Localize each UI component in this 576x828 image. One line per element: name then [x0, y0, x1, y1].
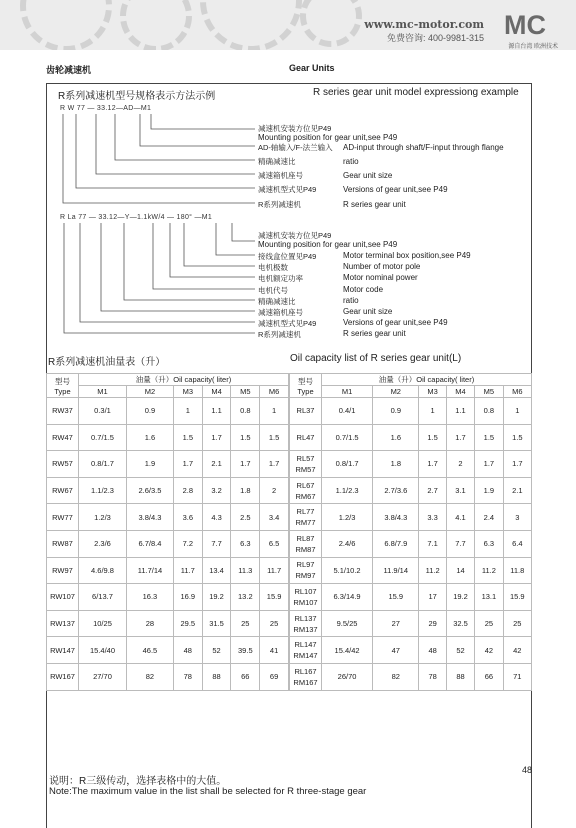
type-label-secondary: RM147	[293, 651, 318, 661]
annotation-cn: R系列减速机	[258, 330, 301, 339]
position-header-m2: M2	[126, 386, 173, 398]
oil-value-cell: 3.8/4.3	[126, 504, 173, 531]
type-cell	[47, 530, 79, 557]
annotation-en: Motor code	[343, 285, 384, 294]
oil-value-cell: 11.8	[503, 557, 531, 584]
oil-value-cell: 7.1	[419, 530, 446, 557]
type-label: RL147	[294, 640, 317, 650]
oil-value-cell: 25	[260, 610, 289, 637]
oil-value-cell: 4.3	[202, 504, 231, 531]
annotation-en: Mounting position for gear unit,see P49	[258, 133, 398, 142]
oil-value-cell: 2.7/3.6	[373, 477, 419, 504]
oil-value-cell: 0.3/1	[79, 398, 127, 425]
page-title-cn: 齿轮减速机	[46, 65, 92, 75]
annotation-en: Gear unit size	[343, 307, 393, 316]
oil-value-cell: 1.5	[475, 424, 503, 451]
type-label: RL137	[294, 613, 317, 623]
oil-value-cell: 41	[260, 637, 289, 664]
oil-value-cell: 48	[419, 637, 446, 664]
oil-value-cell: 2.4/6	[322, 530, 373, 557]
oil-value-cell: 0.9	[373, 398, 419, 425]
position-header-m1: M1	[79, 386, 127, 398]
oil-value-cell: 0.8/1.7	[322, 451, 373, 478]
type-cell	[290, 504, 322, 531]
oil-value-cell: 31.5	[202, 610, 231, 637]
oil-value-cell: 42	[503, 637, 531, 664]
oil-capacity-header: 油量（升）Oil capacity( liter)	[79, 374, 289, 386]
oil-value-cell: 27	[373, 610, 419, 637]
position-header-m5: M5	[475, 386, 503, 398]
oil-value-cell: 26/70	[322, 663, 373, 690]
oil-value-cell: 16.9	[173, 584, 202, 611]
oil-section-title-en: Oil capacity list of R series gear unit(L)	[290, 353, 462, 364]
logo-caption: 源自台湾 欧洲技术	[508, 44, 558, 50]
oil-value-cell: 1.1/2.3	[79, 477, 127, 504]
oil-value-cell: 19.2	[202, 584, 231, 611]
oil-value-cell: 42	[475, 637, 503, 664]
annotation-en: Versions of gear unit,see P49	[343, 318, 448, 327]
oil-value-cell: 78	[173, 663, 202, 690]
oil-value-cell: 0.7/1.5	[79, 424, 127, 451]
oil-value-cell: 6.3/14.9	[322, 584, 373, 611]
table-row	[47, 584, 289, 611]
position-header-m4: M4	[202, 386, 231, 398]
oil-value-cell: 13.2	[231, 584, 260, 611]
oil-value-cell: 1.5	[260, 424, 289, 451]
oil-value-cell: 2.6/3.5	[126, 477, 173, 504]
annotation-en: Mounting position for gear unit,see P49	[258, 240, 398, 249]
table-row	[290, 663, 532, 690]
page-number: 48	[521, 765, 532, 775]
oil-value-cell: 1.2/3	[322, 504, 373, 531]
table-row	[290, 584, 532, 611]
oil-value-cell: 13.4	[202, 557, 231, 584]
table-row	[290, 557, 532, 584]
annotation-en: Motor nominal power	[343, 273, 418, 282]
annotation-en: Motor terminal box position,see P49	[343, 251, 471, 260]
oil-value-cell: 1.5	[173, 424, 202, 451]
oil-value-cell: 39.5	[231, 637, 260, 664]
table-row	[47, 504, 289, 531]
oil-value-cell: 1.7	[173, 451, 202, 478]
type-label: RW77	[52, 512, 73, 522]
oil-value-cell: 0.9	[126, 398, 173, 425]
type-label: RL47	[296, 432, 315, 442]
oil-value-cell: 15.9	[260, 584, 289, 611]
table-row	[290, 504, 532, 531]
model-section-title-en: R series gear unit model expressiong example	[313, 87, 519, 98]
oil-value-cell: 1.7	[503, 451, 531, 478]
oil-value-cell: 2.4	[475, 504, 503, 531]
oil-value-cell: 13.1	[475, 584, 503, 611]
oil-value-cell: 11.9/14	[373, 557, 419, 584]
oil-value-cell: 1.7	[475, 451, 503, 478]
oil-value-cell: 11.2	[475, 557, 503, 584]
oil-value-cell: 88	[446, 663, 474, 690]
oil-value-cell: 66	[231, 663, 260, 690]
type-cell	[47, 398, 79, 425]
annotation-en: R series gear unit	[343, 200, 406, 209]
table-row	[47, 610, 289, 637]
oil-value-cell: 1.1	[202, 398, 231, 425]
type-label-secondary: RM97	[295, 571, 316, 581]
oil-value-cell: 66	[475, 663, 503, 690]
oil-value-cell: 6.8/7.9	[373, 530, 419, 557]
oil-table-rl-rm	[289, 373, 532, 691]
type-label: RW67	[52, 486, 73, 496]
oil-value-cell: 2	[446, 451, 474, 478]
oil-value-cell: 1.5	[419, 424, 446, 451]
oil-value-cell: 25	[475, 610, 503, 637]
type-label-secondary: RM87	[295, 544, 316, 554]
oil-value-cell: 1.8	[231, 477, 260, 504]
oil-value-cell: 46.5	[126, 637, 173, 664]
annotation-cn: 减速箱机座号	[258, 308, 303, 317]
type-cell	[290, 584, 322, 611]
oil-value-cell: 2.1	[503, 477, 531, 504]
oil-value-cell: 1	[503, 398, 531, 425]
oil-value-cell: 1.2/3	[79, 504, 127, 531]
type-label: RL87	[296, 533, 315, 543]
table-row	[47, 637, 289, 664]
type-cell	[290, 398, 322, 425]
oil-value-cell: 1.7	[202, 424, 231, 451]
annotation-cn: 精确减速比	[258, 297, 296, 306]
type-label-secondary: RM77	[295, 518, 316, 528]
type-header: 型号Type	[290, 374, 322, 398]
oil-value-cell: 14	[446, 557, 474, 584]
logo-text: MC	[504, 10, 546, 38]
table-row	[47, 663, 289, 690]
oil-value-cell: 1.7	[260, 451, 289, 478]
oil-value-cell: 69	[260, 663, 289, 690]
oil-table-rw	[46, 373, 289, 691]
type-label: RL37	[296, 406, 315, 416]
type-cell	[47, 663, 79, 690]
model-code-example-2: R La 77 — 33.12—Y—1.1kW/4 — 180° —M1	[60, 214, 213, 221]
page-title-en: Gear Units	[289, 63, 335, 73]
type-label: RW147	[50, 645, 75, 655]
type-label: RW97	[52, 565, 73, 575]
type-cell	[47, 584, 79, 611]
type-label-secondary: RM67	[295, 491, 316, 501]
table-row	[47, 398, 289, 425]
oil-value-cell: 6.5	[260, 530, 289, 557]
table-row	[290, 477, 532, 504]
model-code-example-1: R W 77 — 33.12—AD—M1	[60, 105, 152, 112]
example1-annotations	[258, 124, 397, 142]
oil-value-cell: 1.9	[126, 451, 173, 478]
oil-value-cell: 6.3	[475, 530, 503, 557]
oil-value-cell: 1.7	[231, 451, 260, 478]
position-header-m2: M2	[373, 386, 419, 398]
type-label: RL167	[294, 666, 317, 676]
table-row	[290, 610, 532, 637]
oil-value-cell: 52	[446, 637, 474, 664]
oil-value-cell: 82	[373, 663, 419, 690]
oil-value-cell: 15.4/42	[322, 637, 373, 664]
oil-value-cell: 88	[202, 663, 231, 690]
table-row	[47, 451, 289, 478]
oil-value-cell: 11.2	[419, 557, 446, 584]
oil-value-cell: 3.8/4.3	[373, 504, 419, 531]
oil-value-cell: 0.7/1.5	[322, 424, 373, 451]
oil-value-cell: 5.1/10.2	[322, 557, 373, 584]
table-row	[47, 530, 289, 557]
type-label: RW87	[52, 539, 73, 549]
oil-value-cell: 1.6	[126, 424, 173, 451]
type-cell	[47, 504, 79, 531]
oil-value-cell: 2	[260, 477, 289, 504]
oil-value-cell: 78	[419, 663, 446, 690]
oil-value-cell: 1.5	[503, 424, 531, 451]
type-cell	[47, 477, 79, 504]
annotation-cn: 精确减速比	[258, 157, 296, 166]
type-label: RL57	[296, 453, 315, 463]
annotation-cn: 电机额定功率	[258, 274, 303, 283]
position-header-m6: M6	[260, 386, 289, 398]
table-row	[290, 530, 532, 557]
type-label: RW167	[50, 672, 75, 682]
position-header-m1: M1	[322, 386, 373, 398]
oil-value-cell: 25	[503, 610, 531, 637]
oil-value-cell: 7.2	[173, 530, 202, 557]
oil-value-cell: 0.8	[475, 398, 503, 425]
position-header-m3: M3	[419, 386, 446, 398]
oil-value-cell: 15.4/40	[79, 637, 127, 664]
oil-value-cell: 11.7/14	[126, 557, 173, 584]
oil-value-cell: 28	[126, 610, 173, 637]
type-cell	[290, 637, 322, 664]
annotation-cn: 减速机型式见P49	[258, 319, 317, 328]
annotation-en: ratio	[343, 296, 359, 305]
oil-value-cell: 7.7	[202, 530, 231, 557]
oil-value-cell: 1	[419, 398, 446, 425]
type-cell	[290, 424, 322, 451]
oil-value-cell: 1.7	[419, 451, 446, 478]
annotation-en: AD-input through shaft/F-input through flange	[343, 143, 504, 152]
oil-value-cell: 15.9	[503, 584, 531, 611]
type-label-secondary: RM107	[293, 597, 318, 607]
oil-value-cell: 3.4	[260, 504, 289, 531]
annotation-cn: 减速机安装方位见P49	[258, 231, 332, 240]
oil-value-cell: 1.5	[231, 424, 260, 451]
oil-value-cell: 6.3	[231, 530, 260, 557]
oil-value-cell: 9.5/25	[322, 610, 373, 637]
oil-value-cell: 29.5	[173, 610, 202, 637]
annotation-cn: 电机极数	[258, 263, 288, 272]
type-header: 型号Type	[47, 374, 79, 398]
oil-value-cell: 1.1	[446, 398, 474, 425]
oil-value-cell: 1.9	[475, 477, 503, 504]
type-cell	[290, 663, 322, 690]
oil-value-cell: 11.7	[173, 557, 202, 584]
table-row	[47, 424, 289, 451]
type-label: RW37	[52, 406, 73, 416]
type-cell	[47, 424, 79, 451]
type-label: RL77	[296, 507, 315, 517]
oil-value-cell: 25	[231, 610, 260, 637]
oil-value-cell: 1	[173, 398, 202, 425]
position-header-m4: M4	[446, 386, 474, 398]
table-row	[47, 557, 289, 584]
oil-value-cell: 2.7	[419, 477, 446, 504]
type-label-secondary: RM57	[295, 464, 316, 474]
annotation-en: ratio	[343, 157, 359, 166]
annotation-cn: 接线盒位置见P49	[258, 252, 317, 261]
oil-value-cell: 3.2	[202, 477, 231, 504]
oil-value-cell: 4.6/9.8	[79, 557, 127, 584]
website-url[interactable]: www.mc-motor.com	[364, 18, 484, 31]
type-cell	[47, 610, 79, 637]
oil-value-cell: 17	[419, 584, 446, 611]
annotation-cn: 减速机型式见P49	[258, 185, 317, 194]
type-cell	[47, 637, 79, 664]
oil-value-cell: 1.1/2.3	[322, 477, 373, 504]
oil-value-cell: 0.8/1.7	[79, 451, 127, 478]
oil-value-cell: 0.8	[231, 398, 260, 425]
annotation-cn: R系列减速机	[258, 200, 301, 209]
oil-value-cell: 19.2	[446, 584, 474, 611]
annotation-cn: 减速箱机座号	[258, 171, 303, 180]
type-cell	[290, 530, 322, 557]
annotation-cn: 电机代号	[258, 286, 288, 295]
position-header-m5: M5	[231, 386, 260, 398]
oil-value-cell: 2.5	[231, 504, 260, 531]
type-label: RW57	[52, 459, 73, 469]
oil-value-cell: 6/13.7	[79, 584, 127, 611]
model-section-title-cn: R系列减速机型号规格表示方法示例	[58, 91, 216, 102]
type-label: RL97	[296, 560, 315, 570]
position-header-m6: M6	[503, 386, 531, 398]
type-cell	[290, 557, 322, 584]
type-label-secondary: RM167	[293, 677, 318, 687]
oil-value-cell: 1	[260, 398, 289, 425]
type-cell	[47, 557, 79, 584]
oil-value-cell: 52	[202, 637, 231, 664]
oil-capacity-header: 油量（升）Oil capacity( liter)	[322, 374, 532, 386]
oil-value-cell: 15.9	[373, 584, 419, 611]
type-label: RL107	[294, 586, 317, 596]
oil-value-cell: 10/25	[79, 610, 127, 637]
oil-value-cell: 48	[173, 637, 202, 664]
oil-value-cell: 7.7	[446, 530, 474, 557]
table-row	[290, 398, 532, 425]
example2-annotation-mount	[258, 231, 397, 249]
phone-hotline: 免费咨询: 400-9981-315	[386, 33, 484, 43]
type-cell	[290, 477, 322, 504]
oil-value-cell: 3.6	[173, 504, 202, 531]
annotation-en: Number of motor pole	[343, 262, 421, 271]
oil-value-cell: 3.3	[419, 504, 446, 531]
oil-value-cell: 6.4	[503, 530, 531, 557]
oil-value-cell: 2.8	[173, 477, 202, 504]
table-row	[290, 424, 532, 451]
type-label: RW137	[50, 619, 75, 629]
oil-value-cell: 6.7/8.4	[126, 530, 173, 557]
type-cell	[290, 610, 322, 637]
oil-value-cell: 2.3/6	[79, 530, 127, 557]
annotation-en: Versions of gear unit,see P49	[343, 185, 448, 194]
table-row	[47, 477, 289, 504]
oil-value-cell: 11.7	[260, 557, 289, 584]
oil-value-cell: 1.6	[373, 424, 419, 451]
oil-value-cell: 11.3	[231, 557, 260, 584]
oil-value-cell: 47	[373, 637, 419, 664]
oil-value-cell: 1.8	[373, 451, 419, 478]
type-label: RL67	[296, 480, 315, 490]
oil-value-cell: 2.1	[202, 451, 231, 478]
type-label: RW107	[50, 592, 75, 602]
annotation-cn: 减速机安装方位见P49	[258, 124, 332, 133]
annotation-en: Gear unit size	[343, 171, 393, 180]
note-en: Note:The maximum value in the list shall be selected for R three-stage gear	[49, 786, 367, 797]
table-row	[290, 637, 532, 664]
type-cell	[47, 451, 79, 478]
annotation-en: R series gear unit	[343, 329, 406, 338]
oil-value-cell: 27/70	[79, 663, 127, 690]
oil-value-cell: 4.1	[446, 504, 474, 531]
oil-value-cell: 0.4/1	[322, 398, 373, 425]
oil-value-cell: 32.5	[446, 610, 474, 637]
oil-section-title-cn: R系列减速机油量表（升）	[48, 357, 166, 368]
note-cn: 说明：R三级传动，选择表格中的大值。	[49, 776, 227, 787]
annotation-cn: AD-轴输入/F-法兰输入	[258, 143, 333, 152]
type-label-secondary: RM137	[293, 624, 318, 634]
oil-value-cell: 1.7	[446, 424, 474, 451]
type-cell	[290, 451, 322, 478]
oil-value-cell: 3	[503, 504, 531, 531]
oil-value-cell: 16.3	[126, 584, 173, 611]
position-header-m3: M3	[173, 386, 202, 398]
type-label: RW47	[52, 432, 73, 442]
oil-value-cell: 82	[126, 663, 173, 690]
oil-value-cell: 29	[419, 610, 446, 637]
table-row	[290, 451, 532, 478]
oil-value-cell: 3.1	[446, 477, 474, 504]
oil-value-cell: 71	[503, 663, 531, 690]
